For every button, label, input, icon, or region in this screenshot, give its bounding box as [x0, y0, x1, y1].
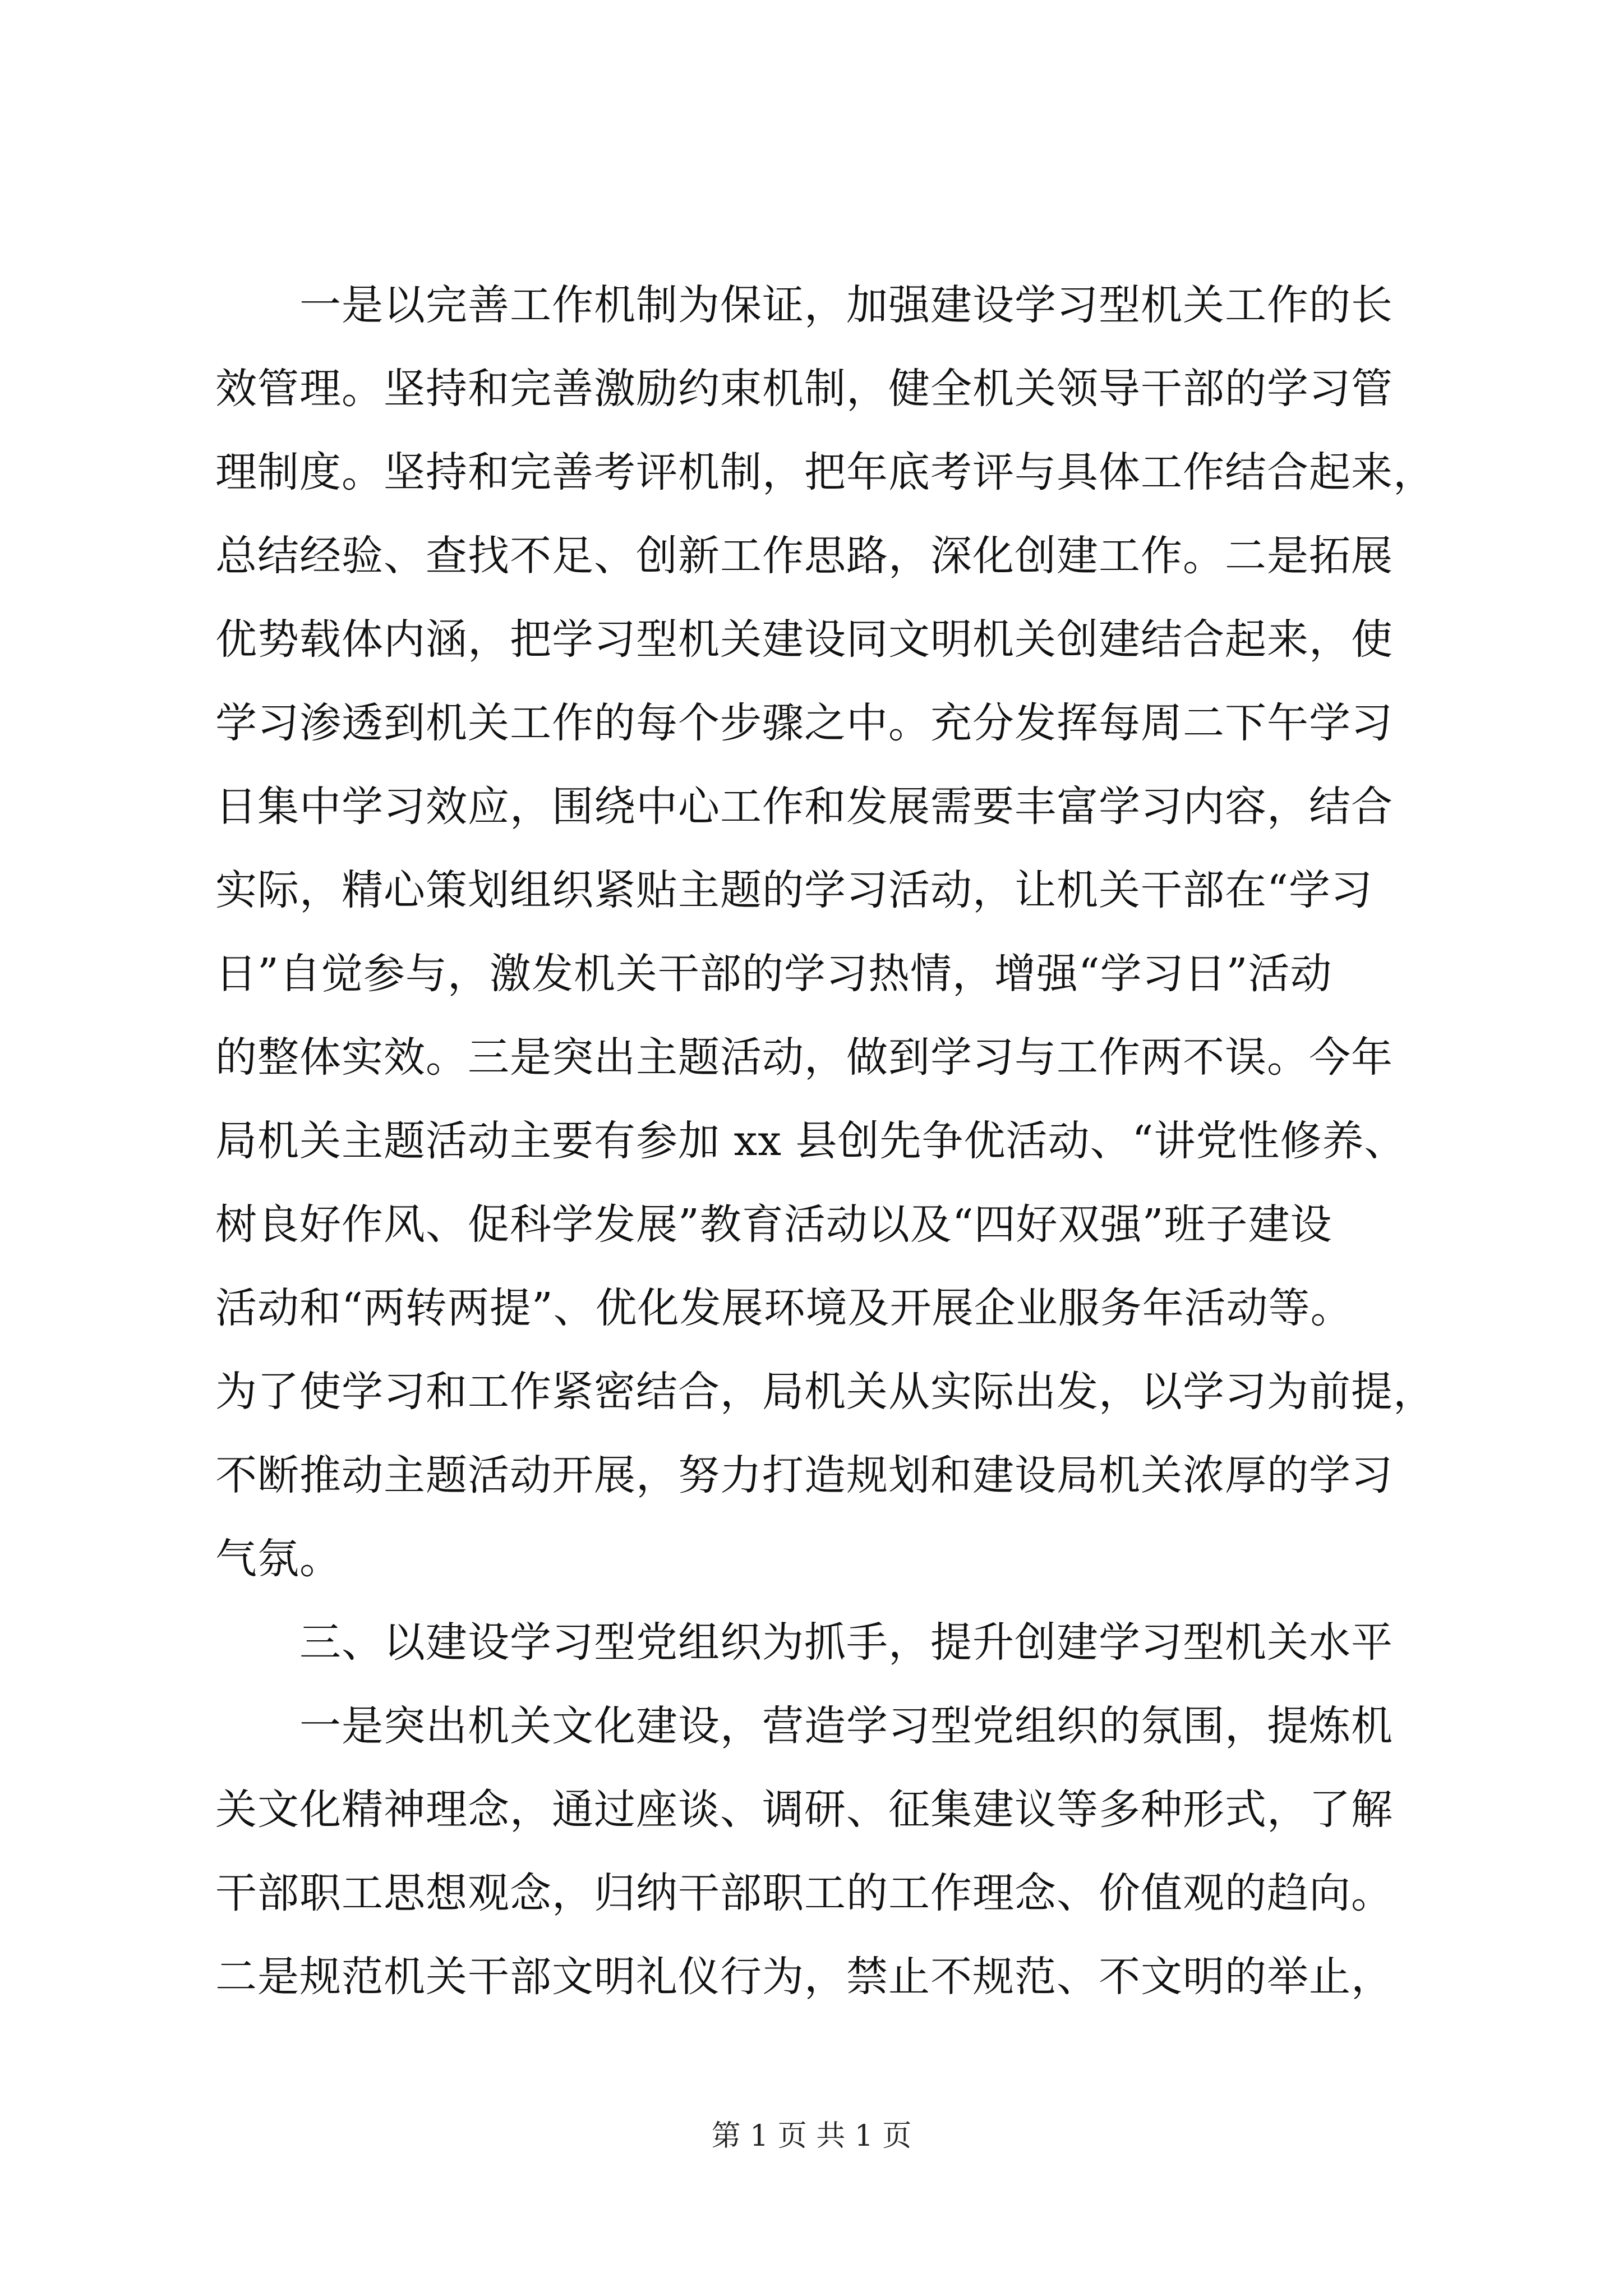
paragraph-line: 学习渗透到机关工作的每个步骤之中。充分发挥每周二下午学习 — [215, 699, 1393, 747]
paragraph-line: 一是突出机关文化建设，营造学习型党组织的氛围，提炼机 — [299, 1702, 1393, 1750]
section-heading: 三、以建设学习型党组织为抓手，提升创建学习型机关水平 — [299, 1618, 1393, 1667]
paragraph-line: 关文化精神理念，通过座谈、调研、征集建议等多种形式，了解 — [215, 1786, 1393, 1834]
paragraph-line: 日集中学习效应，围绕中心工作和发展需要丰富学习内容，结合 — [215, 783, 1393, 831]
paragraph-line: 活动和“两转两提”、优化发展环境及开展企业服务年活动等。 — [215, 1284, 1353, 1332]
paragraph-line: 优势载体内涵，把学习型机关建设同文明机关创建结合起来，使 — [215, 615, 1393, 664]
paragraph-line: 效管理。坚持和完善激励约束机制，健全机关领导干部的学习管 — [215, 365, 1393, 413]
paragraph-line: 树良好作风、促科学发展”教育活动以及“四好双强”班子建设 — [215, 1200, 1332, 1249]
page-number-footer: 第 1 页 共 1 页 — [711, 2119, 912, 2153]
paragraph-line: 的整体实效。三是突出主题活动，做到学习与工作两不误。今年 — [215, 1033, 1393, 1082]
paragraph-line: 局机关主题活动主要有参加 xx 县创先争优活动、“讲党性修养、 — [215, 1117, 1407, 1165]
paragraph-line: 干部职工思想观念，归纳干部职工的工作理念、价值观的趋向。 — [215, 1869, 1393, 1917]
paragraph-line: 不断推动主题活动开展，努力打造规划和建设局机关浓厚的学习 — [215, 1451, 1393, 1499]
paragraph-line: 一是以完善工作机制为保证，加强建设学习型机关工作的长 — [299, 281, 1393, 329]
paragraph-line: 为了使学习和工作紧密结合，局机关从实际出发，以学习为前提， — [215, 1368, 1435, 1416]
paragraph-line: 二是规范机关干部文明礼仪行为，禁止不规范、不文明的举止， — [215, 1953, 1393, 2001]
paragraph-line: 理制度。坚持和完善考评机制，把年底考评与具体工作结合起来， — [215, 448, 1435, 496]
document-body — [215, 264, 1435, 2019]
paragraph-line: 总结经验、查找不足、创新工作思路，深化创建工作。二是拓展 — [215, 532, 1393, 580]
paragraph-line: 实际，精心策划组织紧贴主题的学习活动，让机关干部在“学习 — [215, 866, 1373, 914]
paragraph-line: 日”自觉参与，激发机关干部的学习热情，增强“学习日”活动 — [215, 950, 1332, 998]
paragraph-line: 气氛。 — [215, 1535, 342, 1583]
